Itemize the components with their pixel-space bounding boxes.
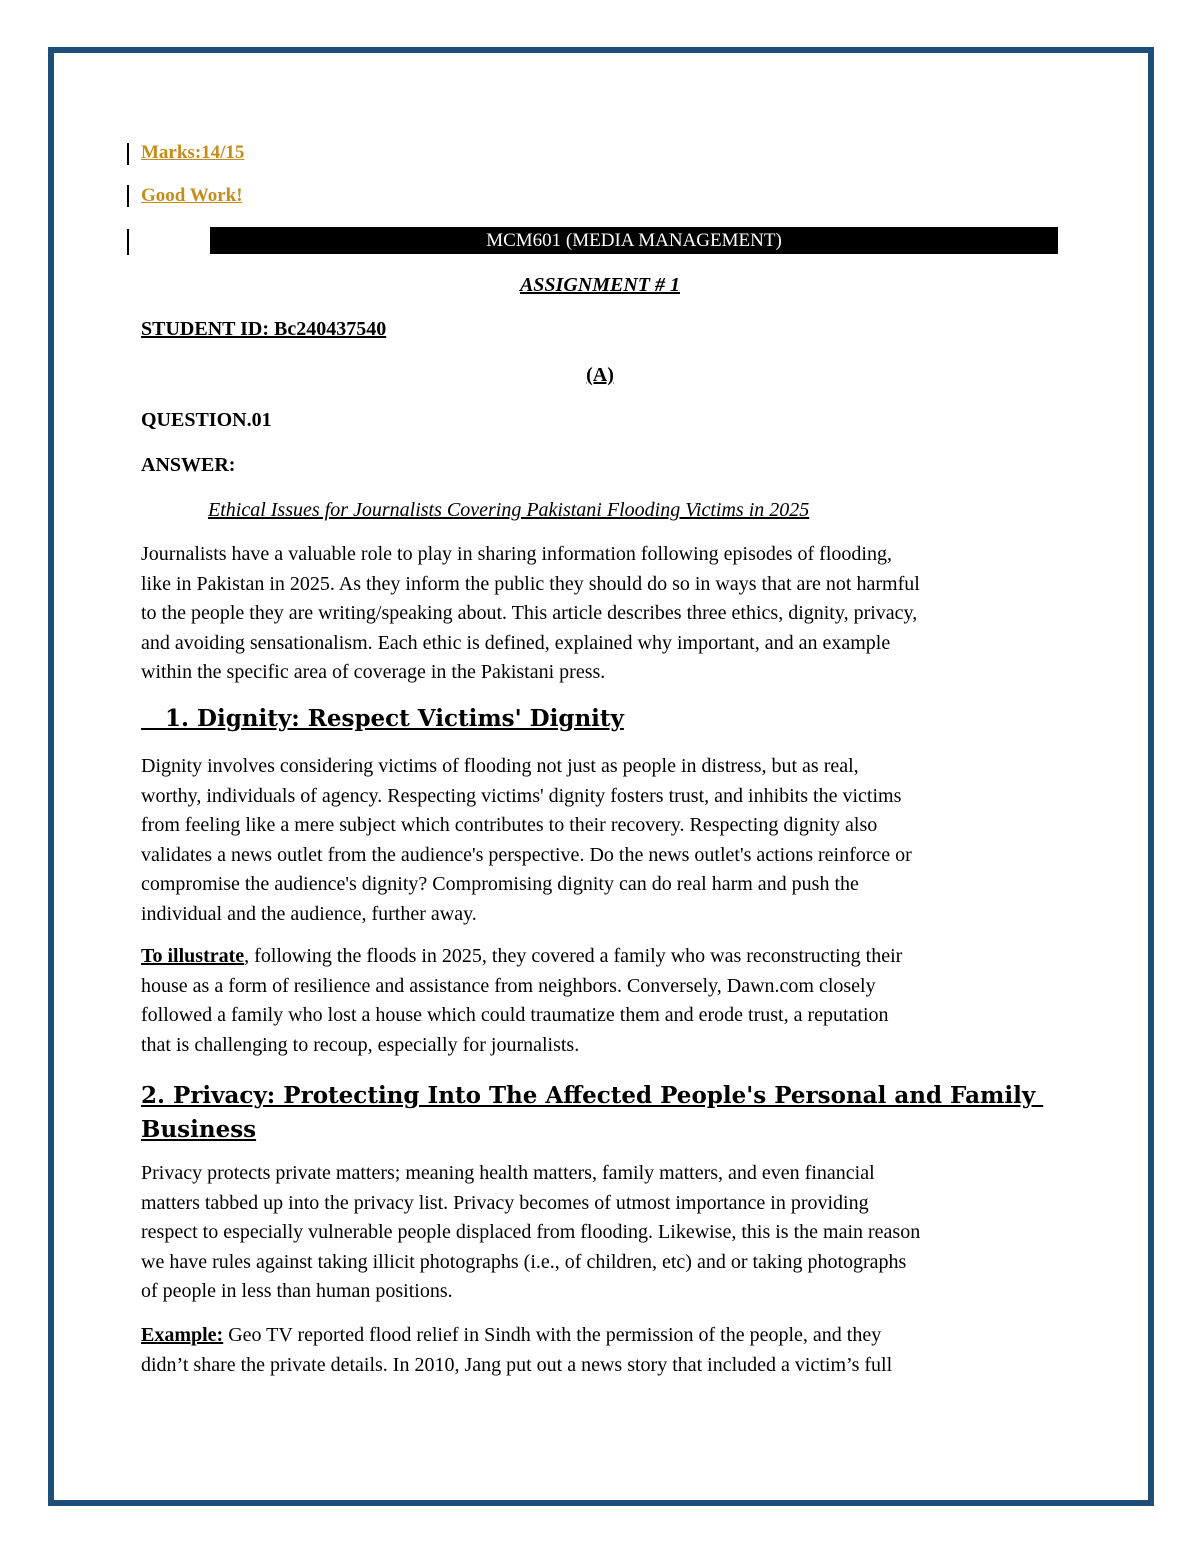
intro-line: to the people they are writing/speaking about. This article describes three ethics, dignity, privacy,	[141, 602, 918, 624]
example-line: house as a form of resilience and assistance from neighbors. Conversely, Dawn.com closely	[141, 974, 876, 997]
section2-heading-line: Business	[141, 1116, 257, 1143]
feedback-comment: Good Work!	[141, 185, 243, 206]
body-line: individual and the audience, further away.	[141, 902, 477, 925]
section2-example	[141, 1321, 1071, 1380]
example-line: followed a family who lost a house which could traumatize them and erode trust, a reputation	[141, 1004, 889, 1026]
body-line: compromise the audience's dignity? Compromising dignity can do real harm and push the	[141, 873, 859, 895]
marks-label: Marks:14/15	[141, 142, 245, 163]
body-line: of people in less than human positions.	[141, 1280, 453, 1302]
body-line: Dignity involves considering victims of flooding not just as people in distress, but as real,	[141, 755, 859, 777]
intro-line: like in Pakistan in 2025. As they inform the public they should do so in ways that are not harmful	[141, 572, 920, 595]
comment-margin-marker	[127, 143, 129, 165]
example-first-line	[141, 1321, 1071, 1351]
intro-line: Journalists have a valuable role to play in sharing information following episodes of flooding,	[141, 543, 892, 565]
answer-label: ANSWER:	[141, 454, 236, 476]
section1-example	[141, 942, 1071, 1060]
comment-margin-marker	[127, 229, 129, 255]
section2-heading-line: 2. Privacy: Protecting Into The Affected People's Personal and Family	[141, 1082, 1044, 1109]
section2-heading	[141, 1079, 1043, 1147]
section1-heading: 1. Dignity: Respect Victims' Dignity	[141, 705, 624, 732]
section2-body	[141, 1159, 1071, 1307]
course-title-bar: MCM601 (MEDIA MANAGEMENT)	[210, 227, 1058, 254]
intro-line: within the specific area of coverage in the Pakistani press.	[141, 661, 606, 683]
body-line: from feeling like a mere subject which contributes to their recovery. Respecting dignity also	[141, 814, 878, 836]
example-line: that is challenging to recoup, especially for journalists.	[141, 1033, 580, 1056]
essay-title: Ethical Issues for Journalists Covering Pakistani Flooding Victims in 2025	[208, 499, 810, 521]
example-lead: To illustrate	[141, 945, 245, 967]
body-line: matters tabbed up into the privacy list. Privacy becomes of utmost importance in providing	[141, 1191, 869, 1214]
comment-margin-marker	[127, 185, 129, 207]
example-text: , following the floods in 2025, they covered a family who was reconstructing their	[244, 945, 903, 967]
question-label: QUESTION.01	[141, 409, 272, 431]
section1-body	[141, 752, 1071, 929]
body-line: respect to especially vulnerable people displaced from flooding. Likewise, this is the main reason	[141, 1221, 921, 1243]
assignment-heading: ASSIGNMENT # 1	[519, 274, 681, 296]
example-first-line	[141, 942, 1071, 972]
example-text: Geo TV reported flood relief in Sindh with the permission of the people, and they	[223, 1324, 882, 1346]
student-id: STUDENT ID: Bc240437540	[141, 318, 387, 340]
intro-line: and avoiding sensationalism. Each ethic is defined, explained why important, and an example	[141, 631, 891, 654]
example-lead: Example:	[141, 1324, 224, 1346]
intro-paragraph	[141, 540, 1071, 688]
section-label: (A)	[586, 364, 614, 386]
body-line: worthy, individuals of agency. Respecting victims' dignity fosters trust, and inhibits the victims	[141, 784, 902, 807]
body-line: we have rules against taking illicit photographs (i.e., of children, etc) and or taking photographs	[141, 1250, 907, 1273]
example-line: didn’t share the private details. In 2010, Jang put out a news story that included a victim’s full	[141, 1353, 893, 1376]
body-line: validates a news outlet from the audience's perspective. Do the news outlet's actions reinforce or	[141, 843, 912, 866]
body-line: Privacy protects private matters; meaning health matters, family matters, and even financial	[141, 1162, 875, 1184]
